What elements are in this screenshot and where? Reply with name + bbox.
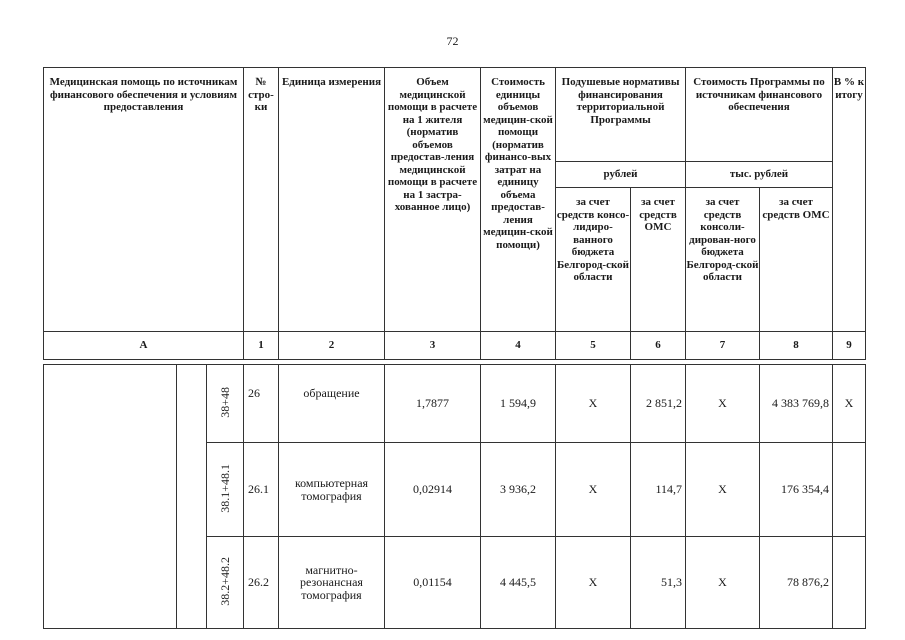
- row-line-number: 26.1: [244, 443, 279, 537]
- header-col-a: Медицинская помощь по источникам финансового обеспечения и условиям предоставления: [44, 68, 244, 332]
- row-code: 38+48: [217, 386, 232, 418]
- row-col-5: Х: [556, 537, 631, 629]
- header-col-6: за счет средств ОМС: [631, 188, 686, 332]
- column-number-9: 9: [833, 332, 866, 360]
- row-line-number: 26: [244, 365, 279, 443]
- row-code-cell: [207, 365, 244, 443]
- header-unit-thousand-rubles: тыс. рублей: [686, 162, 833, 188]
- header-col-1: № стро-ки: [244, 68, 279, 332]
- row-code-cell: [207, 443, 244, 537]
- row-code: 38.2+48.2: [217, 556, 232, 606]
- row-col-8: 176 354,4: [760, 443, 833, 537]
- row-col-5: Х: [556, 443, 631, 537]
- blank-cell-a1: [44, 365, 177, 629]
- row-col-8: 4 383 769,8: [760, 365, 833, 443]
- header-col-8: за счет средств ОМС: [760, 188, 833, 332]
- page-number: 72: [446, 34, 459, 48]
- row-volume: 0,02914: [385, 443, 481, 537]
- header-col-3: Объем медицинской помощи в расчете на 1 жителя (норматив объемов предостав-ления медицинской помощи в расчете на 1 застра-хованное лицо): [385, 68, 481, 332]
- column-number-1: 1: [244, 332, 279, 360]
- column-number-7: 7: [686, 332, 760, 360]
- column-number-2: 2: [279, 332, 385, 360]
- blank-cell-a2: [177, 365, 207, 629]
- row-col-7: Х: [686, 365, 760, 443]
- financing-table-wrapper: [43, 67, 866, 629]
- header-col-7: за счет средств консоли-дирован-ного бюджета Белгород-ской области: [686, 188, 760, 332]
- column-number-5: 5: [556, 332, 631, 360]
- column-number-8: 8: [760, 332, 833, 360]
- row-col-7: Х: [686, 443, 760, 537]
- row-unit: обращение: [279, 365, 385, 443]
- row-code: 38.1+48.1: [217, 463, 232, 513]
- row-unit: магнитно-резонансная томография: [279, 537, 385, 629]
- header-group-program-cost: Стоимость Программы по источникам финансового обеспечения: [686, 68, 833, 162]
- row-volume: 0,01154: [385, 537, 481, 629]
- row-cost: 3 936,2: [481, 443, 556, 537]
- row-col-9: [833, 443, 866, 537]
- table-row: [44, 365, 866, 443]
- financing-table: [43, 67, 866, 629]
- row-col-5: Х: [556, 365, 631, 443]
- header-col-9: В % к итогу: [833, 68, 866, 332]
- column-number-4: 4: [481, 332, 556, 360]
- row-cost: 4 445,5: [481, 537, 556, 629]
- column-number-6: 6: [631, 332, 686, 360]
- row-line-number: 26.2: [244, 537, 279, 629]
- header-col-5: за счет средств консо-лидиро-ванного бюджета Белгород-ской области: [556, 188, 631, 332]
- row-volume: 1,7877: [385, 365, 481, 443]
- header-col-4: Стоимость единицы объемов медицин-ской помощи (норматив финансо-вых затрат на единицу объема предостав-ления медицин-ской помощи): [481, 68, 556, 332]
- header-col-2: Единица измерения: [279, 68, 385, 332]
- row-col-8: 78 876,2: [760, 537, 833, 629]
- column-number-a: А: [44, 332, 244, 360]
- row-col-6: 2 851,2: [631, 365, 686, 443]
- header-unit-rubles: рублей: [556, 162, 686, 188]
- row-col-6: 51,3: [631, 537, 686, 629]
- row-col-9: Х: [833, 365, 866, 443]
- row-cost: 1 594,9: [481, 365, 556, 443]
- column-number-3: 3: [385, 332, 481, 360]
- row-code-cell: [207, 537, 244, 629]
- header-group-per-capita: Подушевые нормативы финансирования территориальной Программы: [556, 68, 686, 162]
- row-col-9: [833, 537, 866, 629]
- row-col-6: 114,7: [631, 443, 686, 537]
- row-col-7: Х: [686, 537, 760, 629]
- row-unit: компьютерная томография: [279, 443, 385, 537]
